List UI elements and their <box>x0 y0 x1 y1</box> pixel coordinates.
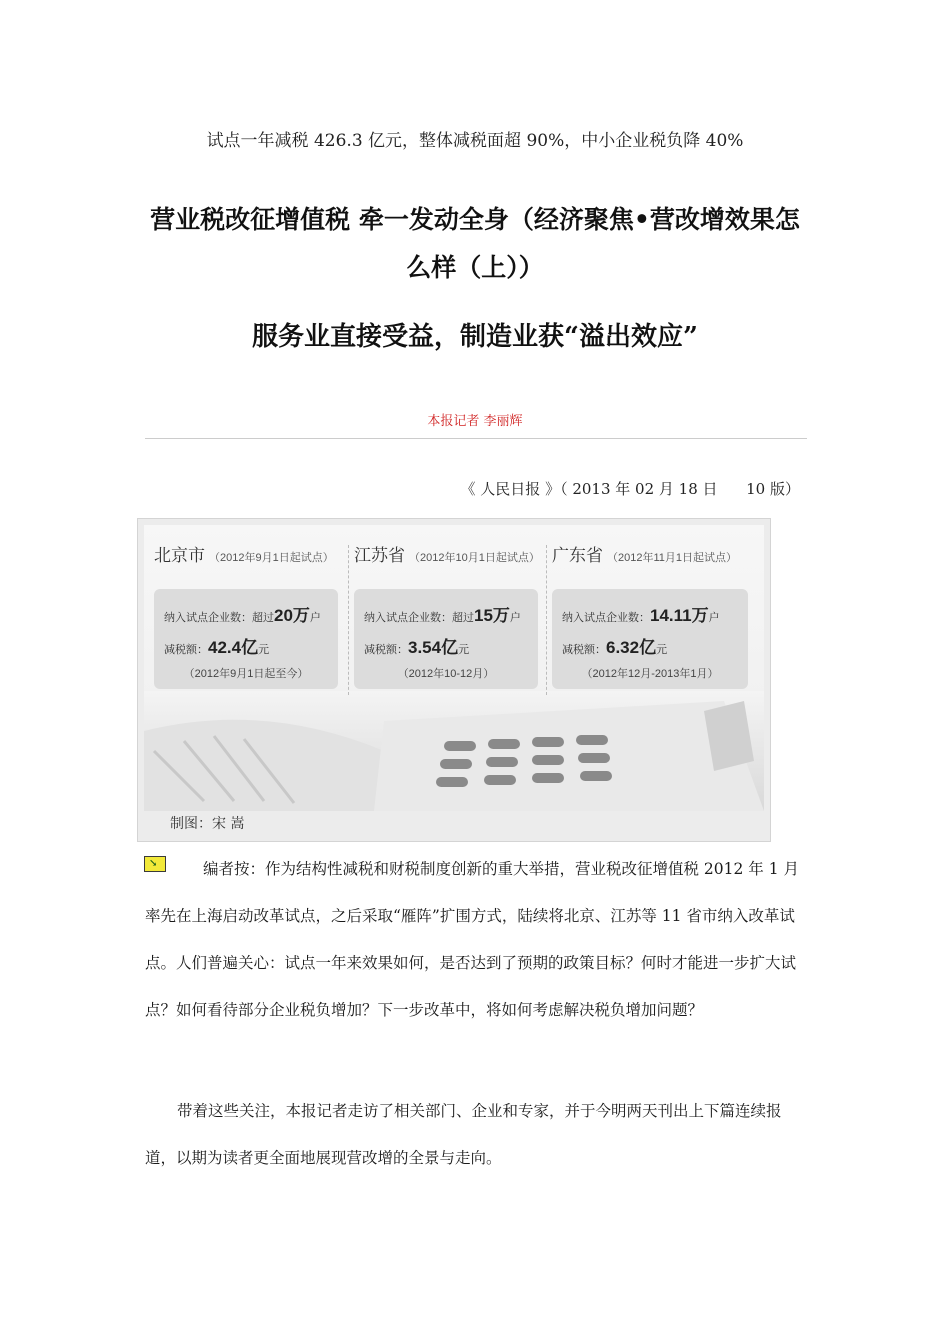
region-stats-card <box>552 589 748 689</box>
tax-cut-unit: 元 <box>258 644 270 656</box>
region-beijing <box>154 541 350 693</box>
region-name: 广东省 <box>552 546 603 565</box>
header-divider <box>145 438 807 439</box>
keypad-illustration <box>144 691 764 811</box>
enterprises-label: 纳入试点企业数：超过 <box>164 612 274 624</box>
article-title: 营业税改征增值税 牵一发动全身（经济聚焦•营改增效果怎么样（上）） <box>150 205 800 282</box>
region-guangdong <box>552 541 748 693</box>
enterprises-value: 14.11万 <box>650 606 709 625</box>
enterprises-label: 纳入试点企业数： <box>562 612 650 624</box>
tax-cut-label: 减税额： <box>562 644 606 656</box>
enterprises-unit: 户 <box>309 612 321 624</box>
tax-cut-value: 42.4亿 <box>208 638 259 657</box>
tax-cut-label: 减税额： <box>364 644 408 656</box>
region-divider <box>546 545 547 695</box>
enterprises-value: 20万 <box>274 606 310 625</box>
kicker-line: 试点一年减税 426.3 亿元，整体减税面超 90%，中小企业税负降 40% <box>206 131 744 151</box>
tax-cut-period: （2012年10-12月） <box>397 668 495 680</box>
note-icon: ↘ <box>144 856 166 872</box>
region-jiangsu <box>354 541 550 693</box>
tax-cut-value: 3.54亿 <box>408 638 459 657</box>
enterprises-unit: 户 <box>708 612 720 624</box>
region-name: 北京市 <box>154 546 205 565</box>
enterprises-unit: 户 <box>509 612 521 624</box>
infographic <box>137 518 771 842</box>
body-paragraph: 带着这些关注，本报记者走访了相关部门、企业和专家，并于今明两天刊出上下篇连续报道，以期为读者更全面地展现营改增的全景与走向。 <box>145 1102 782 1167</box>
tax-cut-period: （2012年12月-2013年1月） <box>581 668 719 680</box>
figure-caption: 制图：宋 嵩 <box>170 816 245 832</box>
enterprises-value: 15万 <box>474 606 510 625</box>
author-byline: 本报记者 李丽辉 <box>427 414 523 429</box>
tax-cut-label: 减税额： <box>164 644 208 656</box>
region-date: （2012年10月1日起试点） <box>409 552 540 564</box>
region-date: （2012年11月1日起试点） <box>607 552 738 564</box>
tax-cut-unit: 元 <box>458 644 470 656</box>
region-name: 江苏省 <box>354 546 405 565</box>
infographic-panel <box>144 525 764 811</box>
enterprises-label: 纳入试点企业数：超过 <box>364 612 474 624</box>
tax-cut-period: （2012年9月1日起至今） <box>183 668 309 680</box>
region-divider <box>348 545 349 695</box>
article-subtitle: 服务业直接受益，制造业获“溢出效应” <box>252 322 698 352</box>
tax-cut-value: 6.32亿 <box>606 638 657 657</box>
publication-source: 《 人民日报 》（ 2013 年 02 月 18 日 10 版） <box>460 480 800 498</box>
region-date: （2012年9月1日起试点） <box>209 552 334 564</box>
region-stats-card <box>354 589 538 689</box>
region-stats-card <box>154 589 338 689</box>
editor-note: 编者按：作为结构性减税和财税制度创新的重大举措，营业税改征增值税 2012 年 1 月率先在上海启动改革试点，之后采取“雁阵”扩围方式，陆续将北京、江苏等 11 省市纳入改革试点。人们普遍关心：试点一年来效果如何，是否达到了预期的政策目标？何时才能进一步扩大试点？如何看待部分企业税负增加？下一步改革中，将如何考虑解决税负增加问题？ <box>145 860 800 1019</box>
tax-cut-unit: 元 <box>656 644 668 656</box>
